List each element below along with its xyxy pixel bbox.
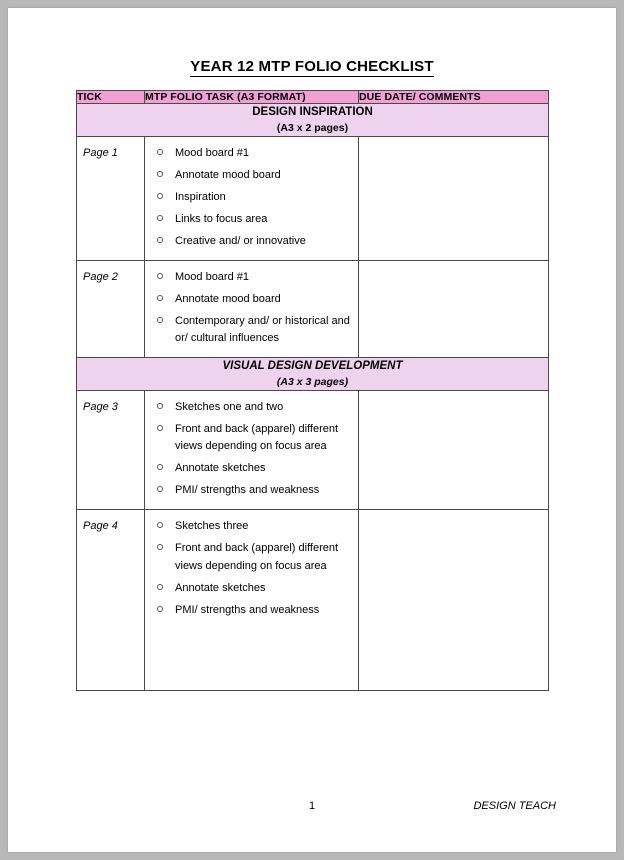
list-item bbox=[151, 482, 354, 499]
circle-bullet-icon bbox=[157, 171, 163, 177]
task-list bbox=[145, 261, 358, 357]
page-label: Page 4 bbox=[83, 520, 118, 533]
table-row bbox=[77, 136, 549, 260]
circle-bullet-icon bbox=[157, 193, 163, 199]
list-item bbox=[151, 313, 354, 347]
task-text: Sketches one and two bbox=[175, 401, 284, 414]
list-item bbox=[151, 602, 354, 619]
column-header-tick: TICK bbox=[77, 91, 145, 104]
list-item bbox=[151, 399, 354, 416]
circle-bullet-icon bbox=[157, 584, 163, 590]
due-date-cell[interactable] bbox=[359, 136, 549, 260]
task-text: Annotate mood board bbox=[175, 168, 281, 181]
section-title: VISUAL DESIGN DEVELOPMENT bbox=[222, 360, 403, 373]
task-cell bbox=[145, 510, 359, 691]
task-text: Front and back (apparel) different views depending on focus area bbox=[175, 542, 339, 572]
section-subtitle: (A3 x 2 pages) bbox=[276, 121, 349, 134]
list-item bbox=[151, 518, 354, 535]
circle-bullet-icon bbox=[157, 486, 163, 492]
tick-cell[interactable] bbox=[77, 136, 145, 260]
task-text: PMI/ strengths and weakness bbox=[175, 603, 320, 616]
list-item bbox=[151, 211, 354, 228]
circle-bullet-icon bbox=[157, 606, 163, 612]
section-header-row bbox=[77, 358, 549, 391]
page-number: 1 bbox=[308, 800, 316, 812]
circle-bullet-icon bbox=[157, 317, 163, 323]
section-header-cell bbox=[77, 358, 549, 391]
circle-bullet-icon bbox=[157, 149, 163, 155]
task-text: Inspiration bbox=[175, 190, 226, 203]
page-label: Page 2 bbox=[83, 271, 118, 284]
due-date-cell[interactable] bbox=[359, 391, 549, 510]
footer-brand: DESIGN TEACH bbox=[473, 800, 556, 812]
table-header-row bbox=[77, 91, 549, 104]
task-text: Annotate sketches bbox=[175, 581, 266, 594]
table-row bbox=[77, 510, 549, 691]
tick-cell[interactable] bbox=[77, 391, 145, 510]
table-row bbox=[77, 261, 549, 358]
folio-checklist-table bbox=[76, 90, 549, 691]
task-text: Annotate mood board bbox=[175, 293, 281, 306]
table-row bbox=[77, 391, 549, 510]
task-text: Sketches three bbox=[175, 520, 249, 533]
task-list bbox=[145, 137, 358, 260]
column-header-task: MTP FOLIO TASK (A3 FORMAT) bbox=[145, 91, 359, 104]
list-item bbox=[151, 269, 354, 286]
list-item bbox=[151, 189, 354, 206]
due-date-cell[interactable] bbox=[359, 510, 549, 691]
task-text: Links to focus area bbox=[175, 213, 268, 226]
section-title: DESIGN INSPIRATION bbox=[252, 106, 373, 118]
task-text: Creative and/ or innovative bbox=[175, 235, 306, 248]
circle-bullet-icon bbox=[157, 237, 163, 243]
tick-cell[interactable] bbox=[77, 261, 145, 358]
circle-bullet-icon bbox=[157, 464, 163, 470]
task-cell bbox=[145, 391, 359, 510]
task-text: Mood board #1 bbox=[175, 146, 249, 159]
task-text: Contemporary and/ or historical and or/ cultural influences bbox=[175, 315, 350, 345]
due-date-cell[interactable] bbox=[359, 261, 549, 358]
page-title-text: YEAR 12 MTP FOLIO CHECKLIST bbox=[190, 58, 434, 75]
task-cell bbox=[145, 136, 359, 260]
circle-bullet-icon bbox=[157, 425, 163, 431]
circle-bullet-icon bbox=[157, 295, 163, 301]
list-item bbox=[151, 460, 354, 477]
circle-bullet-icon bbox=[157, 544, 163, 550]
circle-bullet-icon bbox=[157, 522, 163, 528]
list-item bbox=[151, 421, 354, 455]
task-text: Annotate sketches bbox=[175, 462, 266, 475]
list-item bbox=[151, 167, 354, 184]
task-list bbox=[145, 391, 358, 509]
tick-cell[interactable] bbox=[77, 510, 145, 691]
task-text: Mood board #1 bbox=[175, 271, 249, 284]
circle-bullet-icon bbox=[157, 403, 163, 409]
task-text: Front and back (apparel) different views depending on focus area bbox=[175, 423, 339, 453]
page-label: Page 3 bbox=[83, 401, 118, 414]
list-item bbox=[151, 145, 354, 162]
task-text: PMI/ strengths and weakness bbox=[175, 484, 320, 497]
page-label: Page 1 bbox=[83, 146, 118, 159]
section-subtitle: (A3 x 3 pages) bbox=[276, 375, 349, 388]
circle-bullet-icon bbox=[157, 215, 163, 221]
section-header-cell bbox=[77, 104, 549, 137]
section-header-row bbox=[77, 104, 549, 137]
page-title bbox=[8, 58, 616, 75]
document-page bbox=[8, 8, 616, 852]
circle-bullet-icon bbox=[157, 273, 163, 279]
page-footer bbox=[8, 800, 616, 816]
list-item bbox=[151, 580, 354, 597]
list-item bbox=[151, 233, 354, 250]
task-cell bbox=[145, 261, 359, 358]
task-list bbox=[145, 510, 358, 628]
list-item bbox=[151, 540, 354, 574]
column-header-due: DUE DATE/ COMMENTS bbox=[359, 91, 549, 104]
list-item bbox=[151, 291, 354, 308]
